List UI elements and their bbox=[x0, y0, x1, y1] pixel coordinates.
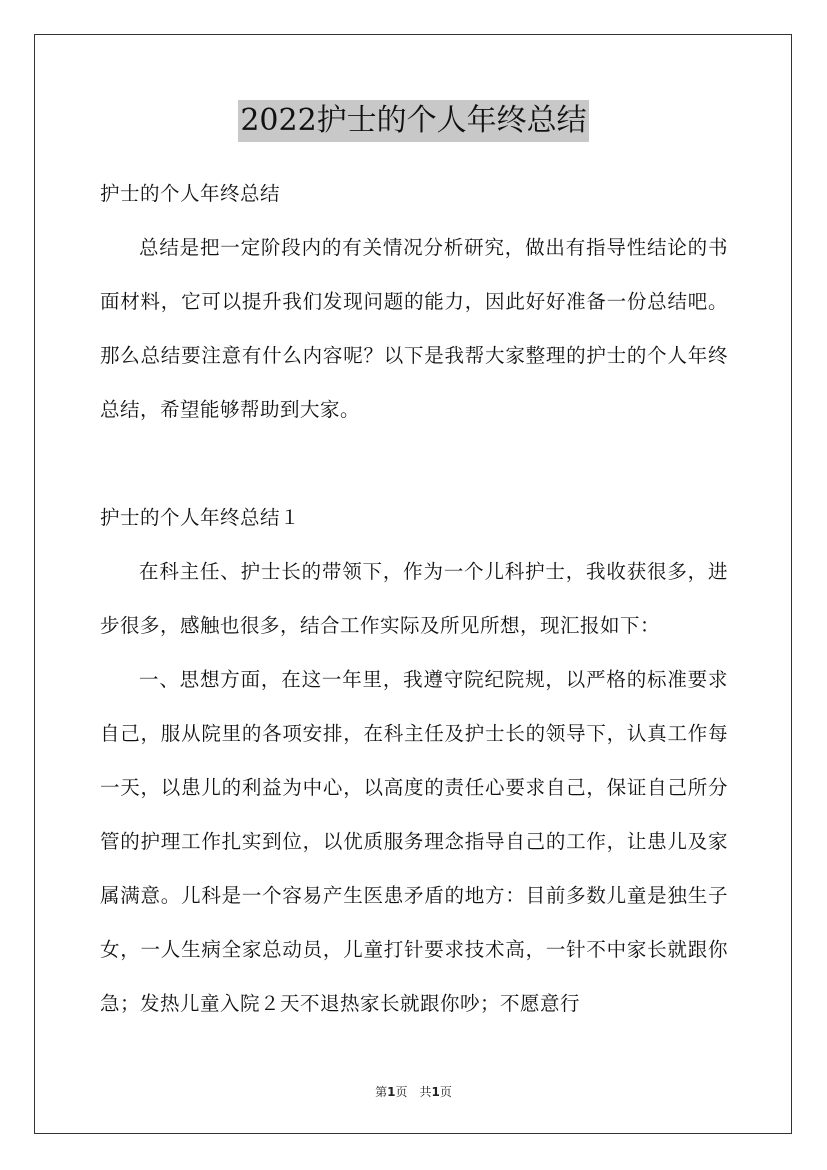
intro-paragraph: 总结是把一定阶段内的有关情况分析研究，做出有指导性结论的书面材料，它可以提升我们发现问题的能力，因此好好准备一份总结吧。那么总结要注意有什么内容呢？以下是我帮大家整理的护士的个人年终总结，希望能够帮助到大家。 bbox=[100, 236, 728, 421]
footer-page-current: 1 bbox=[387, 1085, 396, 1099]
section-1-paragraph-2: 一、思想方面，在这一年里，我遵守院纪院规，以严格的标准要求自己，服从院里的各项安排，在科主任及护士长的领导下，认真工作每一天，以患儿的利益为中心，以高度的责任心要求自己，保证自己所分管的护理工作扎实到位，以优质服务理念指导自己的工作，让患儿及家属满意。儿科是一个容易产生医患矛盾的地方：目前多数儿童是独生子女，一人生病全家总动员，儿童打针要求技术高，一针不中家长就跟你急；发热儿童入院２天不退热家长就跟你吵；不愿意行 bbox=[100, 668, 728, 1015]
intro-heading-block bbox=[100, 167, 728, 221]
section-1-paragraph-1: 在科主任、护士长的带领下，作为一个儿科护士，我收获很多，进步很多，感触也很多，结合工作实际及所见所想，现汇报如下： bbox=[100, 560, 728, 637]
page-footer bbox=[0, 1083, 827, 1100]
document-title: 2022护士的个人年终总结 bbox=[238, 100, 588, 142]
footer-page-suffix: 页 bbox=[439, 1085, 452, 1099]
intro-heading: 护士的个人年终总结 bbox=[100, 182, 281, 205]
title-container bbox=[0, 100, 827, 142]
footer-page-total: 1 bbox=[431, 1085, 440, 1099]
intro-paragraph-block bbox=[100, 221, 728, 437]
footer-page-mid: 页 共 bbox=[395, 1085, 432, 1099]
footer-page-prefix: 第 bbox=[375, 1085, 388, 1099]
section-1-heading: 护士的个人年终总结１ bbox=[100, 506, 301, 529]
section-1-block bbox=[100, 491, 728, 1031]
